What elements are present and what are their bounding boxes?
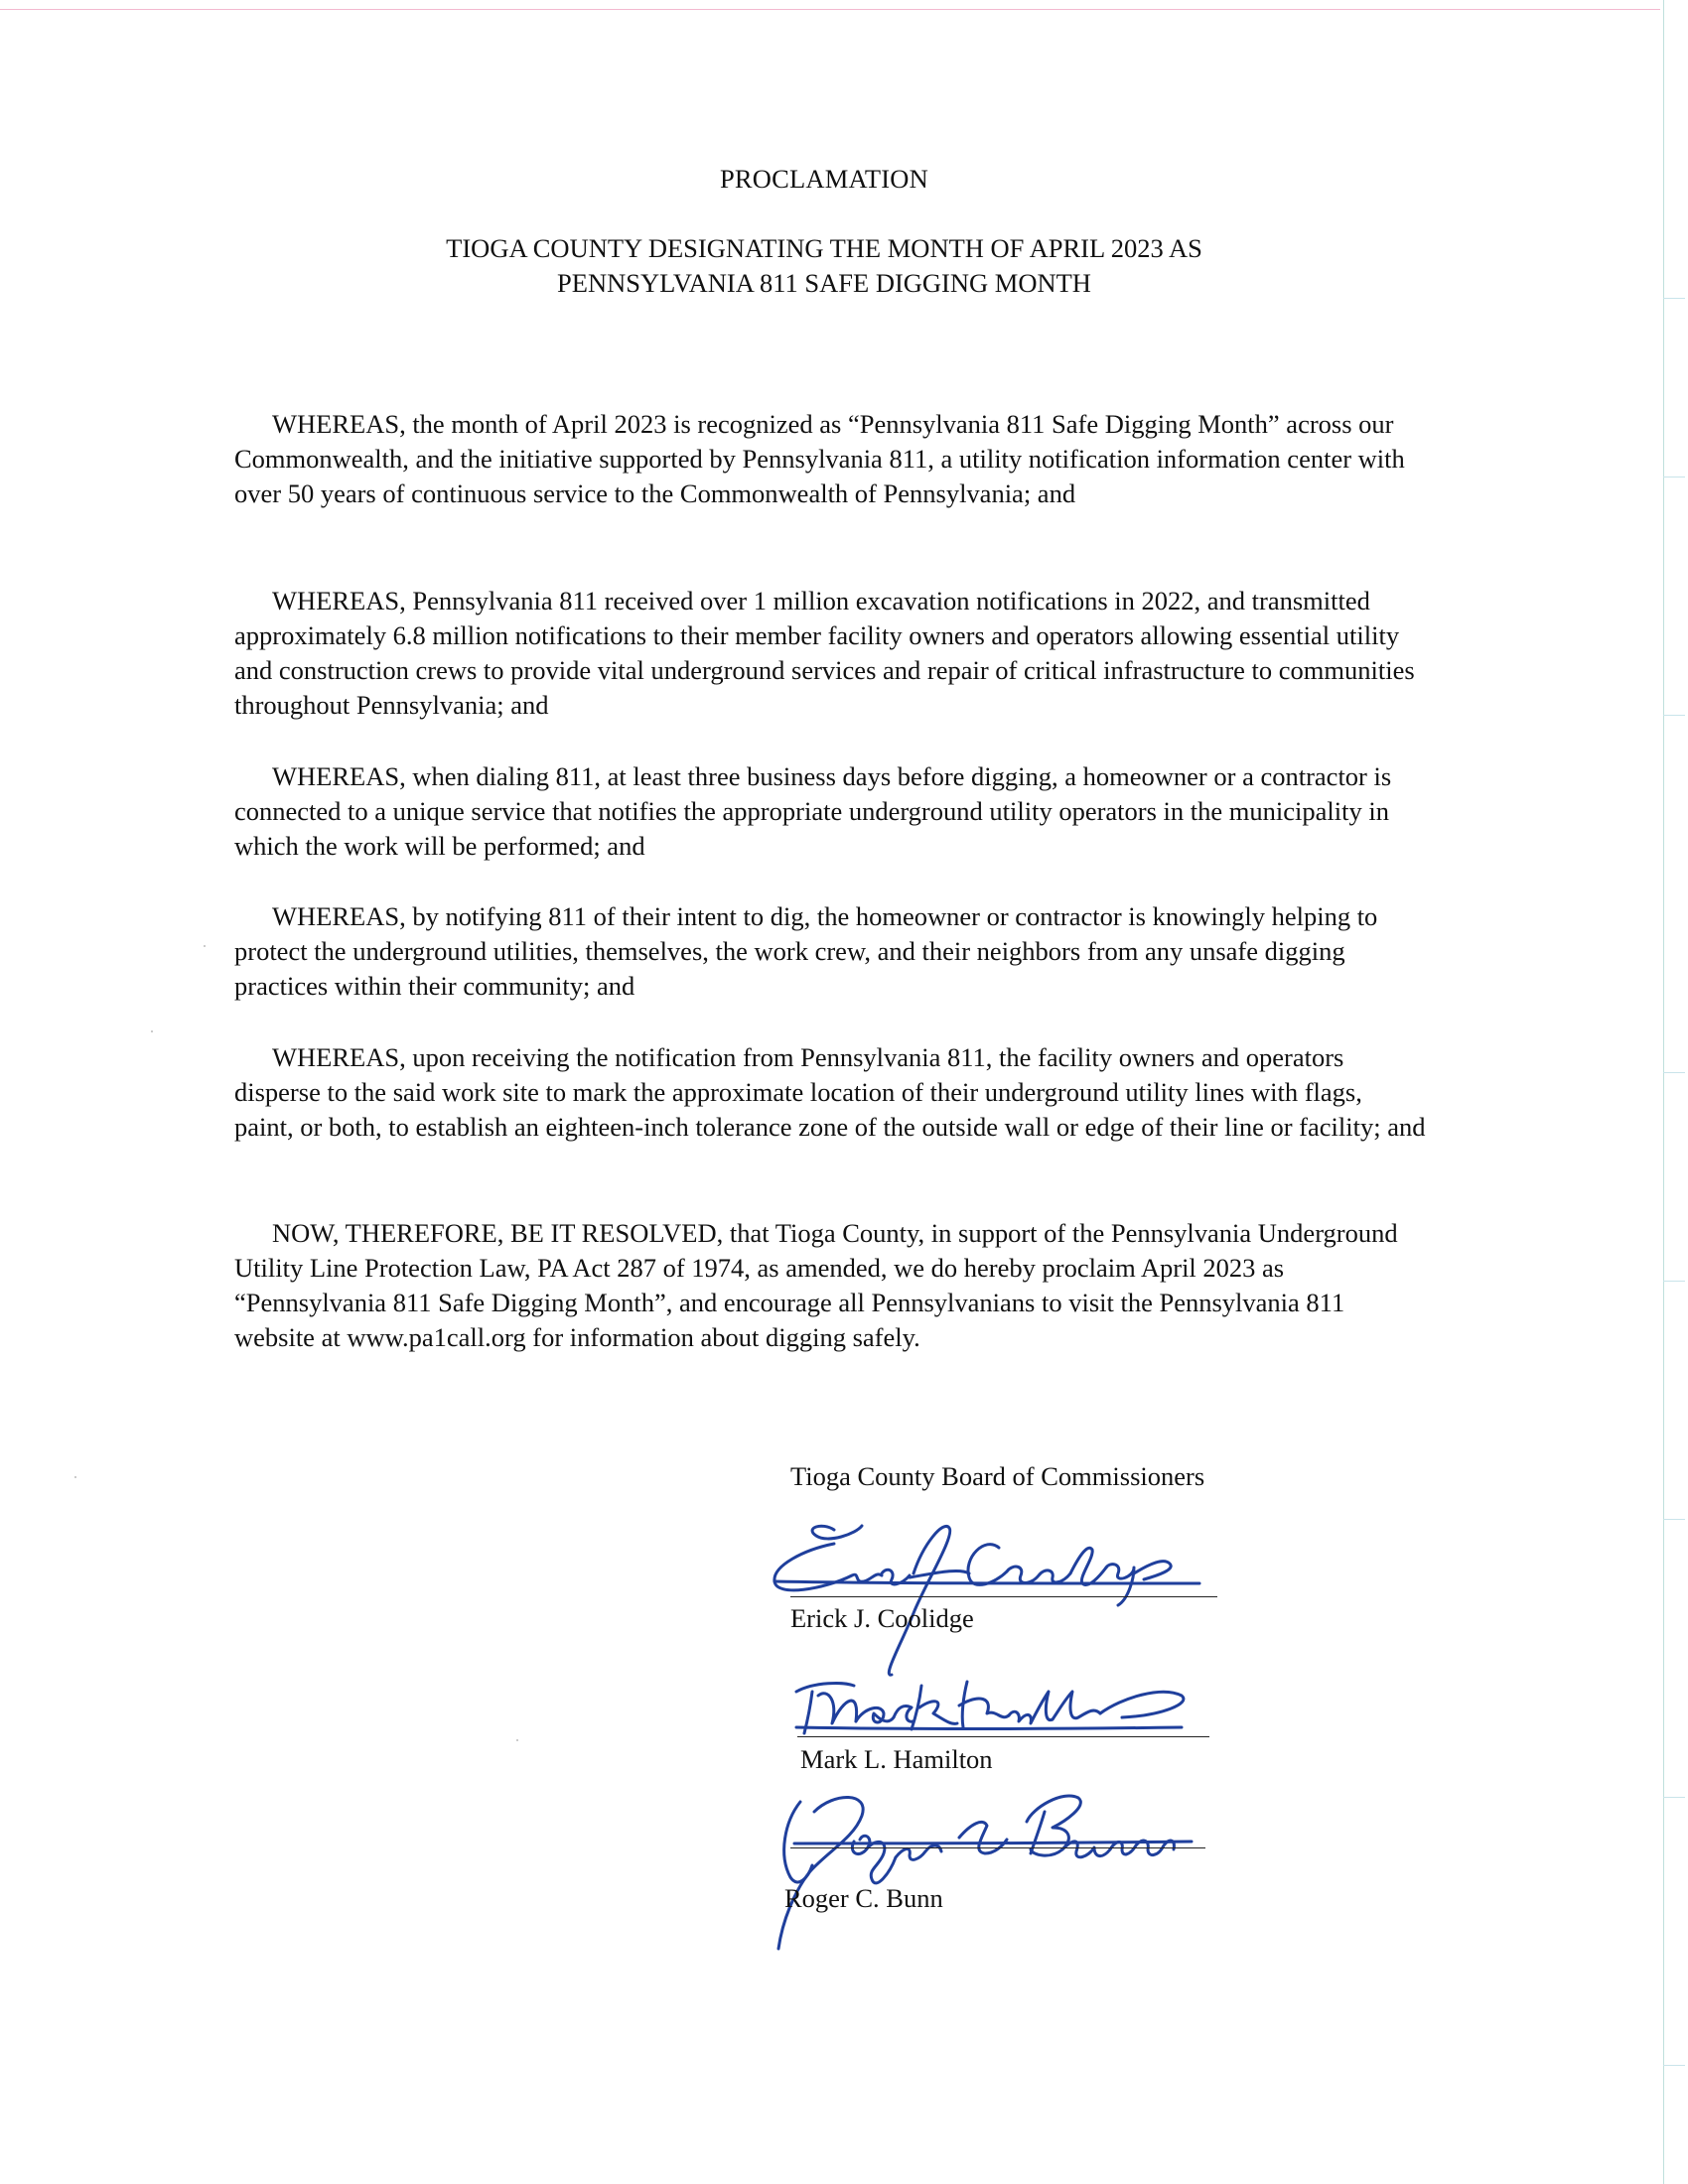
whereas-paragraph: WHEREAS, by notifying 811 of their intent to dig, the homeowner or contractor is knowingly helping to protect the underground utilities, themselves, the work crew, and their neighbors from any unsafe digging practices within their community; and xyxy=(234,901,1378,1001)
scan-edge-tick xyxy=(1663,715,1685,716)
scan-edge-right xyxy=(1663,0,1664,2184)
signature-line xyxy=(790,1847,1205,1848)
scan-edge-top xyxy=(0,9,1660,10)
scan-edge-tick xyxy=(1663,2065,1685,2066)
scan-speck xyxy=(151,1030,153,1032)
signature-roger-bunn xyxy=(765,1782,1221,1956)
subheading-line-2: PENNSYLVANIA 811 SAFE DIGGING MONTH xyxy=(557,268,1091,298)
scan-speck xyxy=(74,1476,76,1478)
whereas-paragraph: WHEREAS, upon receiving the notification from Pennsylvania 811, the facility owners and operators disperse to the said work site to mark the approximate location of their underground utility lines with flags, paint, or both, to establish an eighteen-inch tolerance zone of the outside wall or edge of their line or facility; and xyxy=(234,1042,1426,1142)
signatory-name: Erick J. Coolidge xyxy=(790,1603,974,1633)
scan-speck xyxy=(204,945,206,947)
signatory-name: Mark L. Hamilton xyxy=(800,1744,993,1774)
scan-edge-tick xyxy=(1663,1072,1685,1073)
scan-edge-tick xyxy=(1663,1519,1685,1520)
scan-edge-tick xyxy=(1663,1281,1685,1282)
signature-line xyxy=(790,1596,1217,1597)
signature-mark-hamilton xyxy=(784,1668,1201,1747)
board-title: Tioga County Board of Commissioners xyxy=(790,1461,1205,1491)
signature-line xyxy=(797,1736,1209,1737)
resolution-paragraph: NOW, THEREFORE, BE IT RESOLVED, that Tioga County, in support of the Pennsylvania Underground Utility Line Protection Law, PA Act 287 of 1974, as amended, we do hereby proclaim April 2023 as “Pennsylvania 811 Safe Digging Month”, and encourage all Pennsylvanians to visit the Pennsylvania 811 website at www.pa1call.org for information about digging safely. xyxy=(234,1218,1398,1352)
document-heading: PROCLAMATION xyxy=(719,164,928,194)
whereas-paragraph: WHEREAS, the month of April 2023 is recognized as “Pennsylvania 811 Safe Digging Month” across our Commonwealth, and the initiative supported by Pennsylvania 811, a utility notification information center with over 50 years of continuous service to the Commonwealth of Pennsylvania; and xyxy=(234,409,1405,508)
scan-edge-tick xyxy=(1663,1797,1685,1798)
subheading-line-1: TIOGA COUNTY DESIGNATING THE MONTH OF APRIL 2023 AS xyxy=(446,233,1202,263)
signatory-name: Roger C. Bunn xyxy=(784,1883,943,1913)
scan-edge-tick xyxy=(1663,298,1685,299)
scan-edge-tick xyxy=(1663,477,1685,478)
document-subheading xyxy=(0,231,1648,301)
scan-speck xyxy=(516,1739,518,1741)
whereas-paragraph: WHEREAS, Pennsylvania 811 received over 1 million excavation notifications in 2022, and transmitted approximately 6.8 million notifications to their member facility owners and operators allowing essential utility and construction crews to provide vital underground services and repair of critical infrastructure to communities throughout Pennsylvania; and xyxy=(234,586,1415,720)
whereas-paragraph: WHEREAS, when dialing 811, at least three business days before digging, a homeowner or a contractor is connected to a unique service that notifies the appropriate underground utility operators in the municipality in which the work will be performed; and xyxy=(234,761,1392,861)
